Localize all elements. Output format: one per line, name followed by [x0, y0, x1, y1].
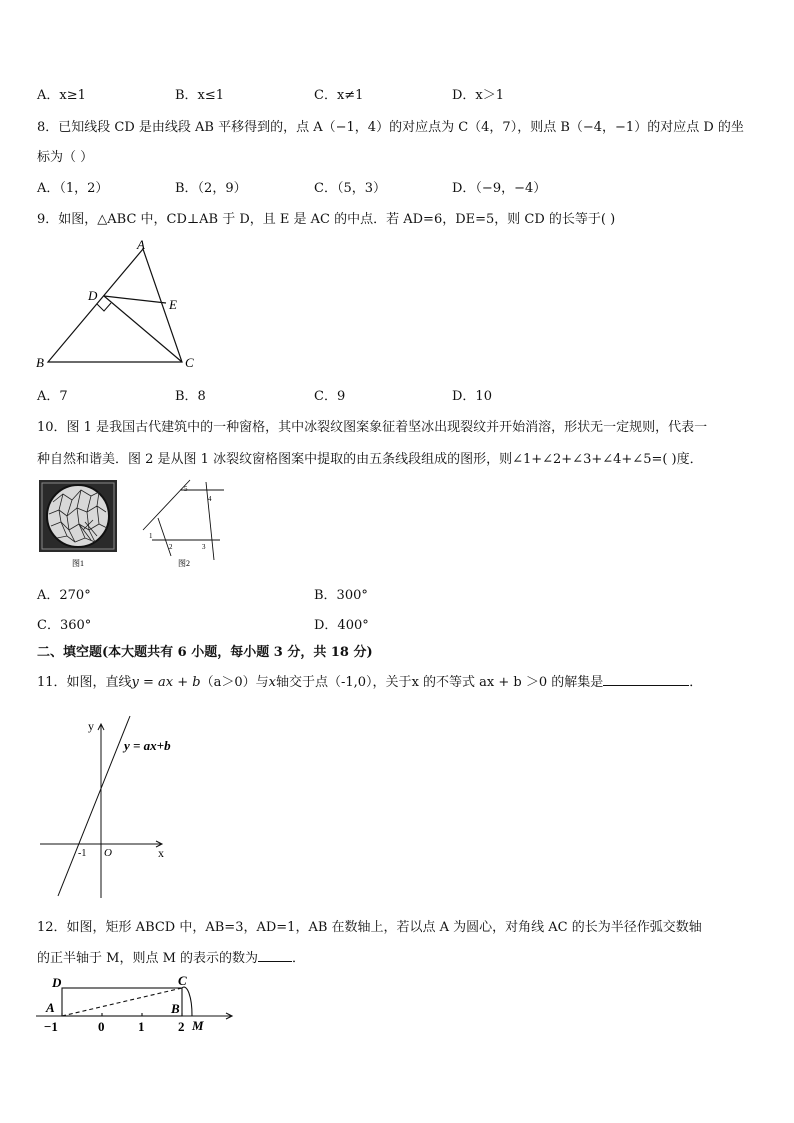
q11-x-var: x	[268, 675, 276, 690]
q8-stem-line1: 8．已知线段 CD 是由线段 AB 平移得到的，点 A（−1，4）的对应点为 C（4，7），则点 B（−4，−1）的对应点 D 的坐	[37, 120, 744, 135]
q9-stem: 9．如图，△ABC 中，CD⊥AB 于 D，且 E 是 AC 的中点．若 AD=6，DE=5，则 CD 的长等于( )	[37, 212, 616, 227]
tick-label-1: 1	[138, 1019, 145, 1034]
q10-option-a: A．270°	[37, 588, 91, 603]
rect-label-d: D	[52, 975, 62, 990]
point-label-m: M	[192, 1018, 204, 1033]
q8-option-a: A．（1，2）	[37, 181, 109, 196]
angle-label-2: 2	[169, 543, 173, 551]
y-axis-label: y	[88, 719, 94, 733]
q11-stem	[37, 671, 702, 690]
q9-option-d: D．10	[452, 389, 492, 404]
q9-option-c: C．9	[314, 389, 346, 404]
q11-equation: y = ax + b	[131, 675, 201, 690]
angle-label-1: 1	[149, 532, 153, 540]
q12-answer-blank[interactable]	[258, 961, 292, 962]
tick-label-2: 2	[178, 1019, 185, 1034]
rect-label-a: A	[46, 1000, 55, 1015]
q10-five-segments-figure	[138, 478, 228, 570]
q8-stem-line2: 标为（ ）	[37, 150, 94, 165]
q11-inequality: x 的不等式 ax + b ＞0 的解集是	[411, 675, 604, 690]
q7-option-c: C．x≠1	[314, 88, 364, 103]
q7-option-d: D．x＞1	[452, 88, 505, 103]
q8-option-b: B．（2，9）	[175, 181, 247, 196]
q12-stem-line2	[37, 947, 305, 966]
q12-line2-text: 的正半轴于 M，则点 M 的表示的数为	[37, 951, 259, 966]
q10-option-d: D．400°	[314, 618, 369, 633]
x-axis-label: x	[158, 846, 164, 860]
angle-label-3: 3	[202, 543, 206, 551]
q9-option-a: A．7	[37, 389, 68, 404]
q11-end: ．	[689, 675, 703, 690]
rect-label-c: C	[178, 973, 187, 988]
angle-label-5: 5	[184, 485, 188, 493]
label-d: D	[88, 288, 98, 303]
label-b: B	[36, 355, 44, 370]
q10-option-b: B．300°	[314, 588, 368, 603]
origin-label: O	[104, 847, 112, 859]
label-c: C	[185, 355, 194, 370]
label-a: A	[137, 237, 145, 252]
q11-answer-blank[interactable]	[603, 685, 689, 686]
label-e: E	[169, 297, 177, 312]
line-equation-label: y = ax+b	[124, 738, 171, 753]
q9-triangle-figure	[30, 236, 210, 374]
q10-option-c: C．360°	[37, 618, 92, 633]
tick-label-0: 0	[98, 1019, 105, 1034]
q11-mid: 轴交于点（-1,0），关于	[275, 675, 412, 690]
fig1-caption: 图1	[72, 559, 84, 568]
tick-label-neg1: −1	[44, 1019, 58, 1034]
right-angle-mark	[97, 303, 111, 311]
section-2-title: 二、填空题(本大题共有 6 小题，每小题 3 分，共 18 分)	[37, 645, 373, 660]
q11-line-graph-figure	[38, 712, 172, 900]
q12-stem-line1: 12．如图，矩形 ABCD 中，AB=3，AD=1，AB 在数轴上，若以点 A 为圆心，对角线 AC 的长为半径作弧交数轴	[37, 920, 702, 935]
q7-option-b: B．x≤1	[175, 88, 225, 103]
q7-option-a: A．x≥1	[37, 88, 86, 103]
q10-window-lattice-figure	[39, 480, 119, 570]
q8-option-c: C．（5，3）	[314, 181, 386, 196]
segment-de	[104, 296, 166, 303]
neg-one-label: -1	[78, 848, 87, 859]
rect-label-b: B	[171, 1001, 180, 1016]
fig2-caption: 图2	[178, 559, 190, 568]
q9-option-b: B．8	[175, 389, 206, 404]
q8-option-d: D．（−9，−4）	[452, 181, 547, 196]
q11-prefix: 11．如图，直线	[37, 675, 132, 690]
q11-condition: （a＞0）与	[200, 675, 269, 690]
q10-stem-line2: 种自然和谐美．图 2 是从图 1 冰裂纹窗格图案中提取的由五条线段组成的图形，则∠1+∠2+∠3+∠4+∠5=( )度．	[37, 452, 703, 467]
q10-stem-line1: 10．图 1 是我国古代建筑中的一种窗格，其中冰裂纹图案象征着坚冰出现裂纹并开始消溶，形状无一定规则，代表一	[37, 420, 708, 435]
q12-end: ．	[292, 951, 306, 966]
q12-rectangle-numberline-figure	[36, 970, 246, 1034]
angle-label-4: 4	[208, 495, 212, 503]
